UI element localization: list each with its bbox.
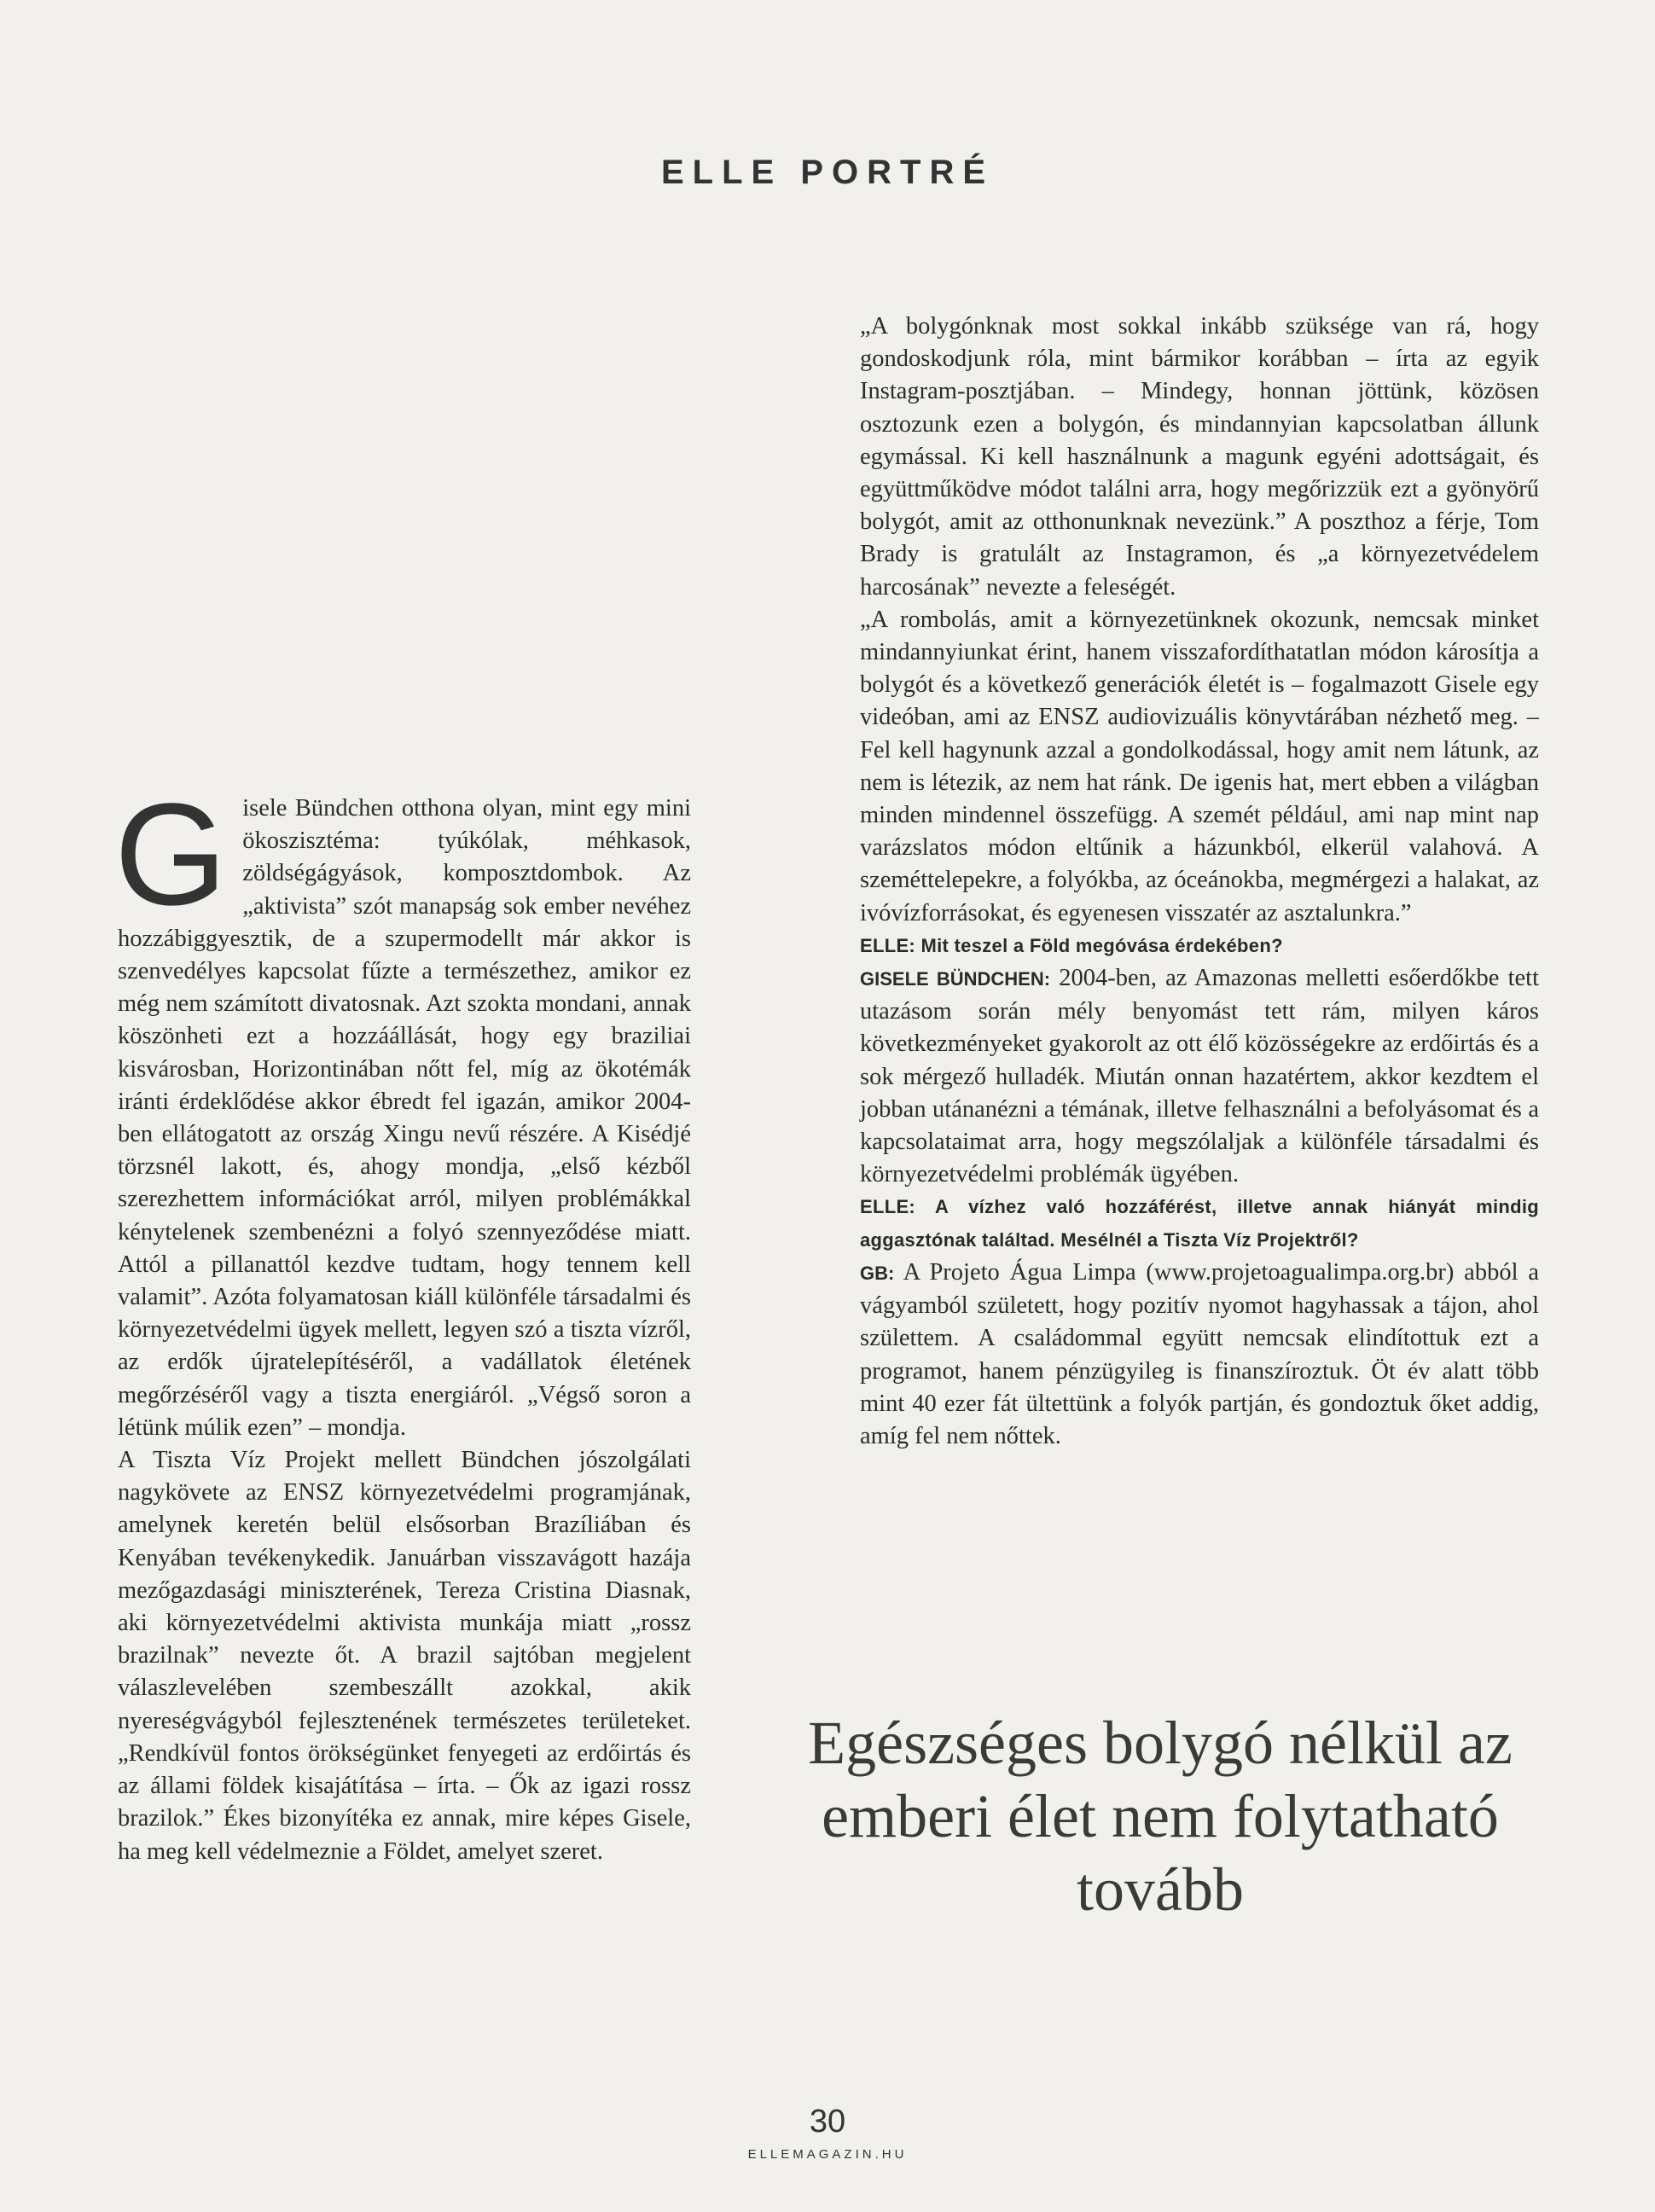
right-paragraph-2: „A rombolás, amit a környezetünknek okozunk, nemcsak minket mindannyiunkat érint, hanem visszafordíthatatlan módon károsítja a bolygót és a következő generációk életét is – fogalmazott Gisele egy videóban, ami az ENSZ audiovizuális könyvtárában nézhető meg. – Fel kell hagynunk azzal a gondolkodással, hogy amit nem látunk, az nem is létezik, az nem hat ránk. De igenis hat, mert ebben a világban minden mindennel összefügg. A szemét például, ami nap mint nap varázslatos módon eltűnik a házunkból, elkerül valahová. A szeméttelepekre, a folyókba, az óceánokba, megmérgezi a halakat, az ivóvízforrásokat, és egyenesen visszatér az asztalunkra.” — [860, 606, 1539, 926]
interview-question-2: ELLE: A vízhez való hozzáférést, illetve annak hiányát mindig aggasztónak találtad. Mesélnél a Tiszta Víz Projektről? — [860, 1196, 1539, 1251]
drop-cap: G — [114, 774, 228, 936]
left-column — [114, 774, 691, 1868]
right-column — [860, 311, 1539, 1453]
answer-text-1: 2004-ben, az Amazonas melletti esőerdőkbe tett utazásom során mély benyomást tett rám, milyen káros következményeket gyakorolt az ott élő közösségekre az erdőirtás és a sok mérgező hulladék. Miután onnan hazatértem, akkor kezdtem el jobban utánanézni a témának, illetve felhasználni a befolyásomat és a kapcsolataimat arra, hogy megszólaljak a különféle társadalmi és környezetvédelmi problémák ügyében. — [860, 965, 1539, 1188]
pull-quote: Egészséges bolygó nélkül az emberi élet nem folytatható tovább — [808, 1709, 1513, 1924]
interview-answer-2 — [860, 1257, 1539, 1453]
left-paragraph-1: isele Bündchen otthona olyan, mint egy mini ökoszisztéma: tyúkólak, méhkasok, zöldségágyások, komposztdombok. Az „aktivista” szót manapság sok ember nevéhez hozzábiggyesztik, de a szupermodellt már akkor is szenvedélyes kapcsolat fűzte a természethez, amikor ez még nem számított divatosnak. Azt szokta mondani, annak köszönheti ezt a hozzáállását, hogy egy braziliai kisvárosban, Horizontinában nőtt fel, míg az ökotémák iránti érdeklődése akkor ébredt fel igazán, amikor 2004-ben ellátogatott az ország Xingu nevű részére. A Kisédjé törzsnél lakott, és, ahogy mondja, „első kézből szerezhettem információkat arról, milyen problémákkal kénytelenek szembenézni a folyó szennyeződése miatt. Attól a pillanattól kezdve tudtam, hogy tennem kell valamit”. Azóta folyamatosan kiáll különféle társadalmi és környezetvédelmi ügyek mellett, legyen szó a tiszta vízről, az erdők újratelepítéséről, a vadállatok életének megőrzéséről vagy a tiszta energiáról. „Végső soron a létünk múlik ezen” – mondja. — [118, 795, 691, 1441]
left-paragraph-2: A Tiszta Víz Projekt mellett Bündchen jószolgálati nagykövete az ENSZ környezetvédelmi programjának, amelynek keretén belül elsősorban Brazíliában és Kenyában tevékenykedik. Januárban visszavágott hazája mezőgazdasági miniszterének, Tereza Cristina Diasnak, aki környezetvédelmi aktivista munkája miatt „rossz brazilnak” nevezte őt. A brazil sajtóban megjelent válaszlevelében szembeszállt azokkal, akik nyereségvágyból fejlesztenének természetes területeket. „Rendkívül fontos örökségünket fenyegeti az erdőirtás és az állami földek kisajátítása – írta. – Ők az igazi rossz brazilok.” Ékes bizonyítéka ez annak, mire képes Gisele, ha meg kell védelmeznie a Földet, amelyet szeret. — [118, 1447, 691, 1865]
website-footer: ELLEMAGAZIN.HU — [747, 2147, 908, 2162]
interview-answer-1 — [860, 962, 1539, 1191]
interview-question-1: ELLE: Mit teszel a Föld megóvása érdekében? — [860, 934, 1283, 956]
right-paragraph-1: „A bolygónknak most sokkal inkább szüksége van rá, hogy gondoskodjunk róla, mint bármikor korábban – írta az egyik Instagram-posztjában. – Mindegy, honnan jöttünk, közösen osztozunk ezen a bolygón, és mindannyian kapcsolatban állunk egymással. Ki kell használnunk a magunk egyéni adottságait, és együttműködve módot találni arra, hogy megőrizzük ezt a gyönyörű bolygót, amit az otthonunknak nevezünk.” A poszthoz a férje, Tom Brady is gratulált az Instagramon, és „a környezetvédelem harcosának” nevezte a feleségét. — [860, 313, 1539, 601]
answer-speaker-1: GISELE BÜNDCHEN: — [860, 968, 1051, 990]
answer-text-2: A Projeto Água Limpa (www.projetoagualimpa.org.br) abból a vágyamból született, hogy pozitív nyomot hagyhassak a tájon, ahol születtem. A családommal együtt nemcsak elindítottuk ezt a programot, hanem pénzügyileg is finanszíroztuk. Öt év alatt több mint 40 ezer fát ültettünk a folyók partján, és gondoztuk őket addig, amíg fel nem nőttek. — [860, 1258, 1539, 1449]
section-header: ELLE PORTRÉ — [660, 154, 995, 191]
answer-speaker-2: GB: — [860, 1262, 895, 1284]
page-number: 30 — [809, 2104, 846, 2139]
